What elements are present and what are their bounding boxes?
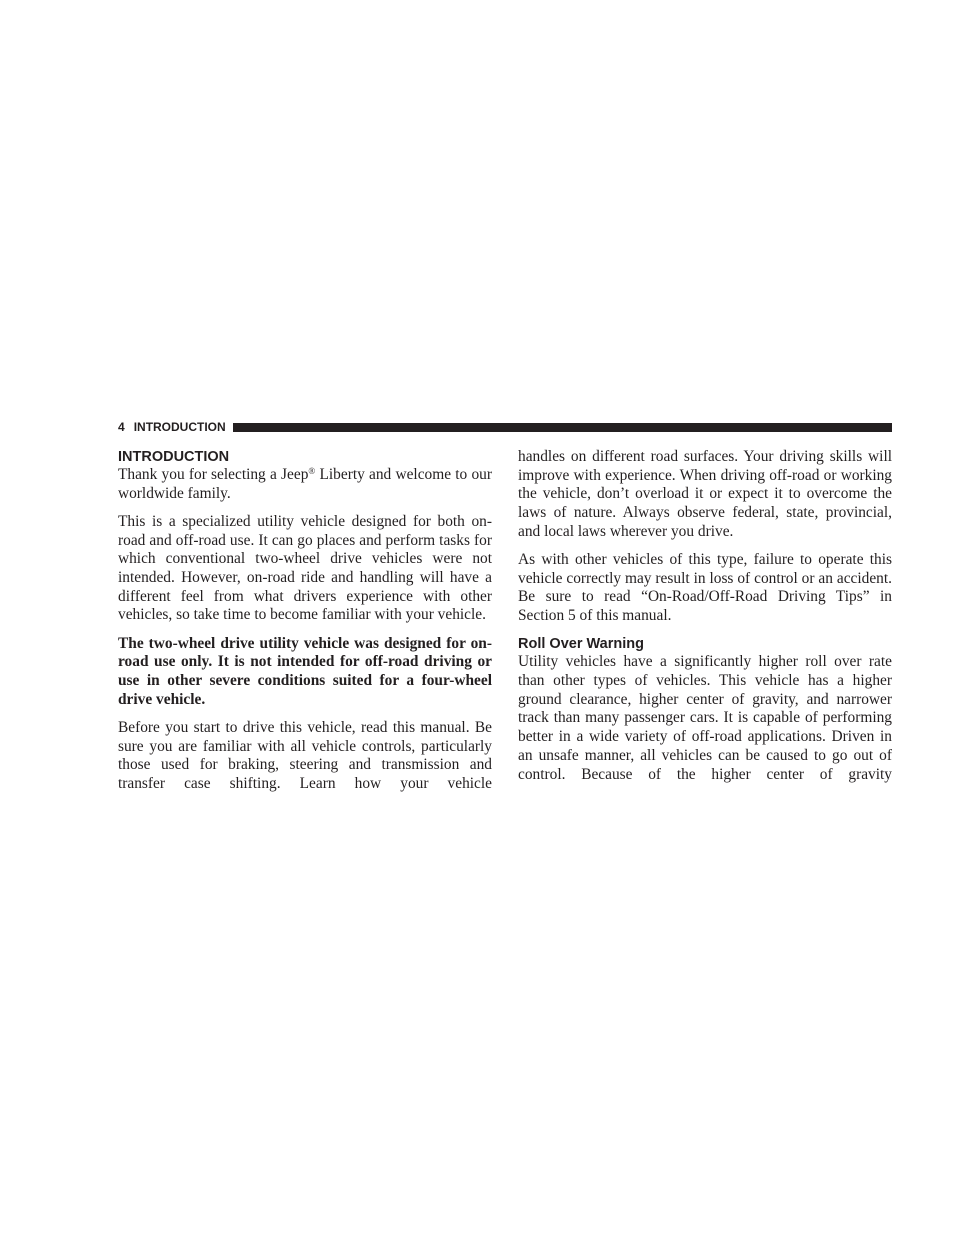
road-surfaces-paragraph: handles on different road surfaces. Your driving skills will improve with experience. When driving off-road or working the vehicle, don’t overload it or expect it to overcome the laws of nature. Always observe federal, state, provincial, and local laws wherever you drive. (518, 448, 892, 540)
left-column (118, 448, 492, 803)
running-title: INTRODUCTION (133, 420, 226, 434)
roll-over-paragraph: Utility vehicles have a significantly higher roll over rate than other types of vehicles. This vehicle has a higher ground clearance, higher center of gravity, and narrower track than many passenger cars. It is capable of performing better in a wide variety of off-road applications. Driven in an unsafe manner, all vehicles can be caused to go out of control. Because of the higher center of gravity (518, 653, 892, 783)
right-column (518, 448, 892, 794)
loss-of-control-paragraph: As with other vehicles of this type, failure to operate this vehicle correctly may result in loss of control or an accident. Be sure to read “On-Road/Off-Road Driving Tips” in Section 5 of this manual. (518, 551, 892, 625)
specialized-vehicle-paragraph: This is a specialized utility vehicle designed for both on-road and off-road use. It can go places and perform tasks for which conventional two-wheel drive vehicles were not intended. However, on-road ride and handling will have a different feel from what drivers experience with other vehicles, so take time to become familiar with your vehicle. (118, 512, 492, 624)
running-header (118, 420, 892, 434)
welcome-paragraph (118, 466, 492, 503)
welcome-text-end: Liberty and welcome to our worldwide family. (118, 466, 492, 502)
header-rule (233, 423, 892, 432)
roll-over-warning-heading: Roll Over Warning (518, 636, 644, 653)
before-you-drive-paragraph: Before you start to drive this vehicle, read this manual. Be sure you are familiar with all vehicle controls, particularly those used for braking, steering and transmission and transfer case shifting. Learn how your vehicle (118, 718, 492, 793)
welcome-text-start: Thank you for selecting a Jeep (118, 466, 309, 483)
section-heading: INTRODUCTION (118, 449, 230, 465)
page-number: 4 (118, 420, 125, 434)
registered-mark: ® (308, 466, 316, 476)
two-wheel-drive-warning: The two-wheel drive utility vehicle was designed for on-road use only. It is not intended for off-road driving or use in other severe conditions suited for a four-wheel drive vehicle. (118, 634, 492, 708)
